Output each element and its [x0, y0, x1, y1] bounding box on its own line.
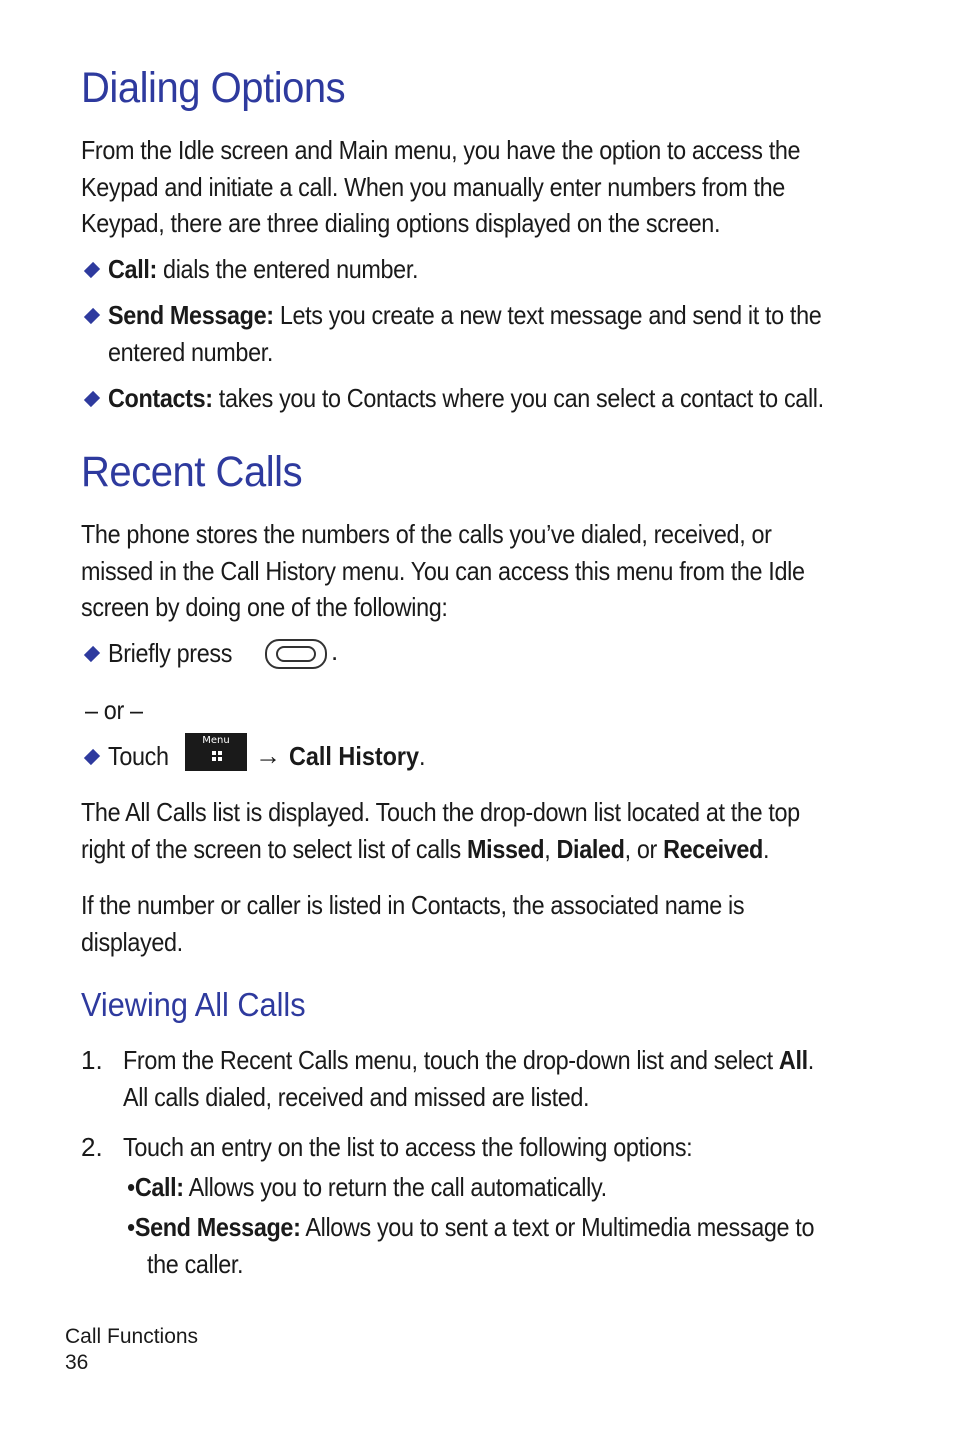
list-item: •Call: Allows you to return the call automatically. [127, 1172, 607, 1202]
send-key: . [255, 636, 338, 673]
diamond-bullet-icon [84, 749, 100, 765]
list-item: 1. From the Recent Calls menu, touch the drop-down list and select All. All calls dialed, received and missed are listed. [81, 1045, 814, 1112]
section-heading: Recent Calls [81, 448, 303, 496]
list-item: Send Message: Lets you create a new text message and send it to the entered number. [81, 297, 901, 370]
menu-path: Menu → Call History. [175, 733, 441, 779]
diamond-bullet-icon [84, 646, 100, 662]
diamond-bullet-icon [84, 262, 100, 278]
list-item: Briefly press [81, 635, 246, 672]
recent-intro: The phone stores the numbers of the calls you’ve dialed, received, or missed in the Call History menu. You can access this menu from the Idle screen by doing one of the following: [81, 519, 805, 622]
list-item: 2. Touch an entry on the list to access the following options: [81, 1132, 693, 1162]
page-footer [65, 1324, 198, 1376]
section-recent-title [81, 448, 319, 497]
page-title: Dialing Options [81, 64, 346, 112]
subsection-heading: Viewing All Calls [81, 986, 306, 1023]
footer-section: Call Functions [65, 1325, 199, 1348]
send-key-icon [265, 639, 327, 669]
list-item: •Send Message: Allows you to sent a text or Multimedia message to the caller. [127, 1212, 815, 1279]
all-calls-paragraph: The All Calls list is displayed. Touch the drop-down list located at the top right of the screen to select list of calls Missed, Dialed, or Received. [81, 797, 800, 864]
section-dialing-title [81, 64, 365, 113]
list-item: Contacts: takes you to Contacts where you can select a contact to call. [81, 380, 903, 417]
diamond-bullet-icon [84, 391, 100, 407]
arrow-icon: → [255, 740, 281, 771]
dialing-intro: From the Idle screen and Main menu, you have the option to access the Keypad and initiate a call. When you manually enter numbers from the Keypad, there are three dialing options displayed on the screen. [81, 135, 801, 238]
list-item: Call: dials the entered number. [81, 251, 453, 288]
section-viewing-title [81, 986, 323, 1024]
menu-key-icon: Menu [185, 733, 247, 771]
list-item: Touch [81, 738, 175, 775]
page-number: 36 [65, 1351, 89, 1374]
diamond-bullet-icon [84, 308, 100, 324]
contacts-paragraph: If the number or caller is listed in Contacts, the associated name is displayed. [81, 890, 745, 957]
or-separator: – or – [85, 695, 143, 725]
